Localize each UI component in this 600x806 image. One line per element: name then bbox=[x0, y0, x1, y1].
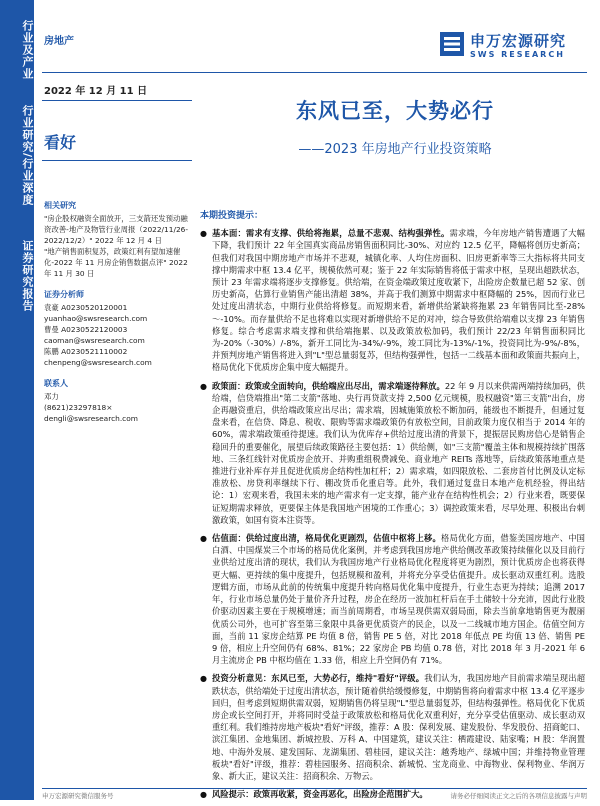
logo-text-en: SWS RESEARCH bbox=[470, 50, 565, 59]
analyst-email[interactable]: chenpeng@swsresearch.com bbox=[44, 358, 152, 367]
contact-phone: (8621)23297818× bbox=[44, 403, 113, 412]
sector-label: 房地产 bbox=[44, 36, 74, 47]
sidebar-label-top: 行业及产业 bbox=[21, 20, 34, 80]
summary-heading: 本期投资提示： bbox=[200, 211, 264, 221]
bullet-text: 22 年 9 月以来供需两端持续加码，供给端，信贷端推出"第二支箭"落地、央行再贷款支持 2,500 亿元规模，股权融资"第三支箭"出台，房企再融资重启，供给端政策应出尽出；需求端，因城施策放松不断加码，能级也不断提升，但通过复盘来看，在信贷、降息、税收、限购等需求端政策仍有放松空间，目前政策力度仅相当于 2014 年的 60%，需求端政策亟待提速。我们认为优库存+供给过度出清的背景下，提振居民购房信心是销售企稳回升的重要催化，展望后续政策路径主要包括：1）供给侧，如"三支箭"覆盖主体和规模持续扩围落地、三条红线针对优质房企放开、并购重组税费减免、商业地产 REITs 落地等，后续政策落地重点是推进行业补库存并且促进优质房企结构性加杠杆；2）需求端，如四限放松、二套房首付比例及认定标准放松、房贷利率继续下行、棚改货币化重启等。此外，我们通过复盘日本地产危机经验，得出结论：1）宏观来看，我国未来的地产需求有一定支撑，能产业存在结构性机会；2）行业来看，既要保证短期需求释放，更要保主体是我国地产困境的工作重心；3）调控政策来看，尽早处理、积极出台刺激政策，如国有资本注资等。 bbox=[212, 380, 585, 525]
bullet-lead: 政策面：政策或全面转向，供给端应出尽出，需求端逐待释放。 bbox=[212, 380, 445, 391]
logo-mark-icon bbox=[440, 32, 464, 56]
rating-badge: 看好 bbox=[44, 133, 77, 152]
related-item-2[interactable]: "地产销售面积复苏，政策红利有望加速催化-2022 年 11 月房企销售数据点评" 2022 年 11 月 30 日 bbox=[44, 247, 188, 278]
summary-bullet bbox=[200, 532, 585, 666]
sidebar-label-mid: 行业研究/行业深度 bbox=[21, 105, 34, 207]
bullet-icon: ● bbox=[200, 790, 207, 800]
bullet-icon: ● bbox=[200, 534, 207, 544]
summary-bullet bbox=[200, 227, 585, 373]
bullet-text: 我们认为，我国房地产目前需求端呈现出超跌状态，供给端处于过度出清状态，预计随着供给缓慢修复，中期销售将向着需求中枢 13.4 亿平逐步回归，但考虑到短期供需双弱，短期销售仍将呈现"L"型总量弱复苏，但结构强弹性。格局优化下优质房企或长空间打开，并将同时受益于政策放松和格局优化双重利好，充分享受估值驱动、成长驱动双重红利。我们维持房地产板块"看好"评级，推荐：A 股：保利发展、建发股份、华发股份、招商蛇口、滨江集团、金地集团、新城控股、万科 A、中国建筑，建议关注：栖霞建设、陆家嘴；H 股：华润置地、中海外发展、建发国际、龙湖集团、碧桂园，建议关注：越秀地产、绿城中国；并维持物业管理板块"看好"评级，推荐：碧桂园服务、招商积余、新城悦、宝龙商业、中海物业、保利物业、华润万象、新大正，建议关注：招商积余、万物云。 bbox=[212, 673, 585, 781]
contact-name: 邓力 bbox=[44, 392, 59, 401]
footer-disclaimer: 请务必仔细阅读正文之后的各项信息披露与声明 bbox=[450, 792, 587, 800]
summary-bullet bbox=[200, 672, 585, 782]
bullet-icon: ● bbox=[200, 229, 207, 239]
report-subtitle: ——2023 年房地产行业投资策略 bbox=[298, 142, 492, 157]
contact-heading: 联系人 bbox=[44, 379, 68, 388]
bullet-icon: ● bbox=[200, 381, 207, 391]
bullet-lead: 基本面：需求有支撑、供给将拖累，总量不悲观、结构强弹性。 bbox=[212, 228, 450, 239]
bullet-lead: 估值面：供给过度出清，格局优化更剧烈，估值中枢将上移。 bbox=[212, 533, 441, 544]
header-divider bbox=[42, 72, 587, 73]
analyst-line: 曹曼 A0230522120003 bbox=[44, 325, 128, 334]
bullet-text: 需求端，今年房地产销售遭遇了大幅下降，我们预计 22 年全国真实商品房销售面积同比-30%、对应约 12.5 亿平，降幅将创历史新高；但我们对我国中期房地产市场并不悲观，城镇化率、人均住房面积、旧房更新率等三大指标将共同支撑中期需求中枢 13.4 亿平，规模依然可观；鉴于 22 年实际销售将低于需求中枢，呈现出超跌状态，预计 23 年需求端将逐步支撑修复。供给端，在资金端政策过度收紧下，出险房企数量已超 52 家、创历史新高，估算行业销售产能出清超 38%，并高于我们测算中期需求中枢降幅的 25%，因而行业已处过度出清状态，中期行业供给将修复。而短期来看，新增供给紧缺将拖累 23 年销售同比至-28%～-10%。而存量供给不足也将难以实现对新增供给不足的对冲，综合导致供给端难以支撑 23 年销售修复。综合考虑需求端支撑和供给端拖累、以及政策放松加码，我们预计 22/23 年销售面积同比为-20%（-30%）/-8%，新开工同比为-34%/-9%，竣工同比为-13%/-1%，投资同比为-9%/-8%，并预判房地产销售将进入到"L"型总量弱复苏，但结构强弹性，包括一二线基本面和政策面共振向上，格局优化下优质房企集中度大幅提升。 bbox=[212, 228, 585, 373]
date-divider bbox=[42, 100, 192, 101]
page-footer bbox=[42, 788, 587, 801]
left-column bbox=[44, 200, 192, 424]
analyst-email[interactable]: caoman@swsresearch.com bbox=[44, 336, 145, 345]
analysts-heading: 证券分析师 bbox=[44, 290, 84, 299]
contact-email[interactable]: dengli@swsresearch.com bbox=[44, 414, 138, 423]
bullet-text: 格局优化方面，借鉴美国房地产、中国白酒、中国煤炭三个市场的格局优化案例，并考虑到我国房地产供给侧改革政策持续催化以及目前行业供给过度出清的现状，我们认为我国房地产行业格局优化程度将更为剧烈，预计优质房企也将获得更大幅、更持续的集中度提升，包括规模和盈利，并将充分享受估值提升。成长驱动双重红利。选股逻辑方面，市场从此前的传统集中度提升转向格局优化集中度提升，行业生态更为持续；追溯 2017 年，行业市场总量仍处于量价齐升过程，房企在经历一波加杠杆后在手土储较十分充沛，因此行业股价驱动因素主要在于规模增速；而当前周期看，市场呈现供需双弱局面，除去当前拿地销售更为靓丽优质公司外，也可扩容至第三象限中具备更优质资产的民企，以及一二线城市地方国企。估值空间方面，当前 11 家房企结算 PE 均值 8 倍，销售 PE 5 倍，对比 2018 年低点 PE 均值 13 倍、销售 PE 9 倍，相应上升空间仍有 68%、81%；22 家房企 PB 均值 0.78 倍，对比 2018 年 3 月-2021 年 6 月主流房企 PB 中枢均值在 1.33 倍，相应上升空间仍有 71%。 bbox=[212, 533, 585, 666]
summary-bullet bbox=[200, 380, 585, 526]
rating-divider bbox=[42, 160, 192, 161]
analyst-line: 陈鹏 A0230521110002 bbox=[44, 347, 128, 356]
bullet-lead: 投资分析意见：东风已至，大势必行，维持"看好"评级。 bbox=[212, 673, 425, 684]
bullet-icon: ● bbox=[200, 674, 207, 684]
analyst-line: 袁豪 A0230520120001 bbox=[44, 303, 128, 312]
summary-section bbox=[200, 210, 585, 806]
logo-text-cn: 申万宏源研究 bbox=[470, 32, 567, 50]
related-item-1[interactable]: "房企股权融资全面放开，三支箭还发预动融资改善-地产及物管行业周报（2022/11/26-2022/12/2）" 2022 年 12 月 4 日 bbox=[44, 214, 189, 245]
sidebar-label-bottom: 证券研究报告 bbox=[21, 240, 34, 312]
left-sidebar bbox=[0, 0, 34, 800]
bullet-lead: 风险提示：政策再收紧，资金再恶化，出险房企范围扩大。 bbox=[212, 789, 428, 800]
company-logo bbox=[440, 30, 580, 70]
related-heading: 相关研究 bbox=[44, 201, 76, 210]
analyst-email[interactable]: yuanhao@swsresearch.com bbox=[44, 314, 148, 323]
report-title: 东风已至，大势必行 bbox=[296, 99, 494, 123]
report-date: 2022 年 12 月 11 日 bbox=[44, 86, 148, 97]
footer-left: 申万宏源研究微信服务号 bbox=[42, 792, 114, 800]
